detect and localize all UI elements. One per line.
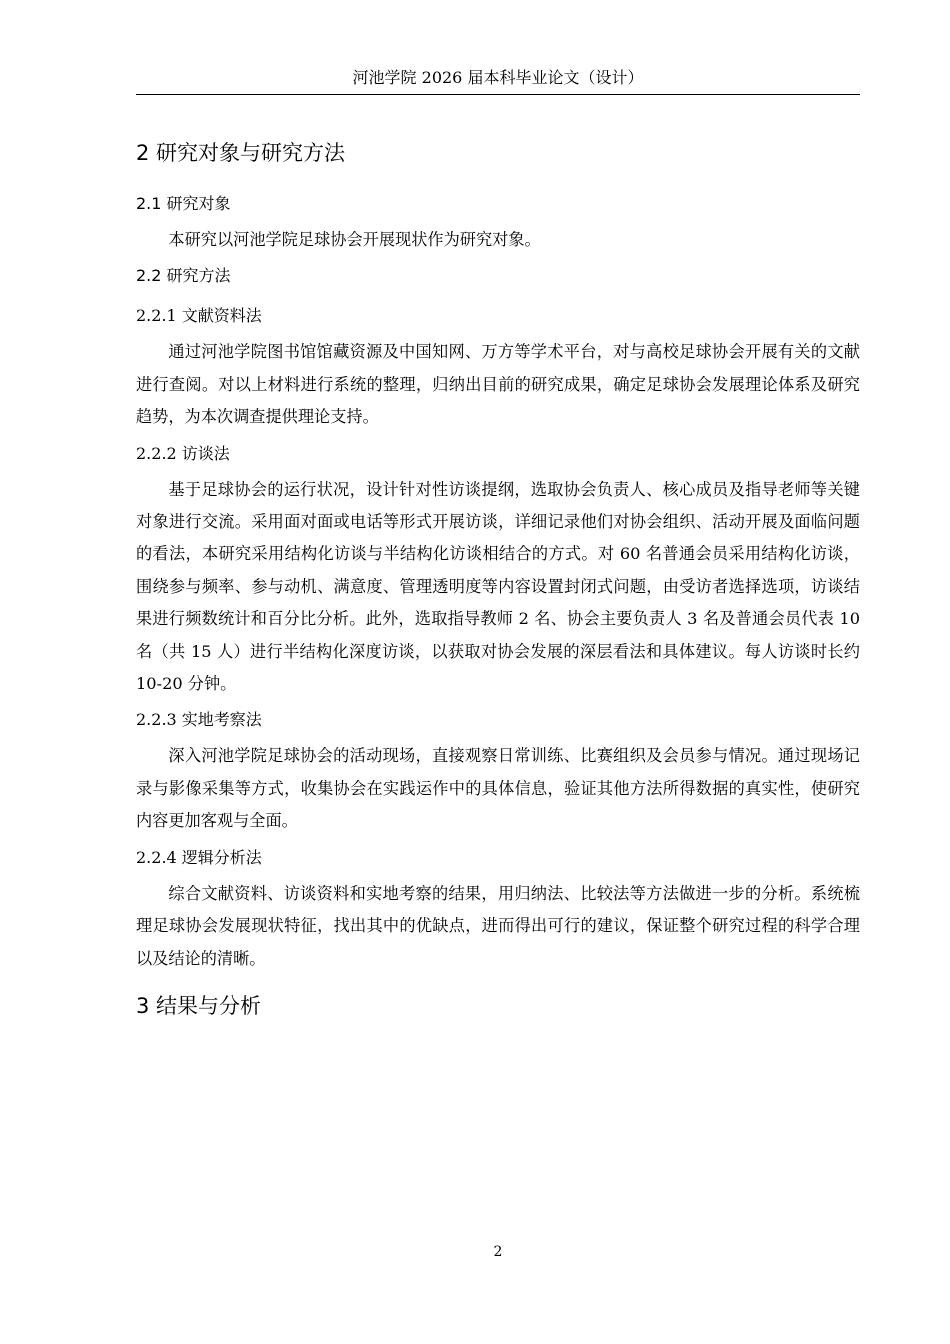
section-2-2-2-paragraph: 基于足球协会的运行状况，设计针对性访谈提纲，选取协会负责人、核心成员及指导老师等关键对象进行交流。采用面对面或电话等形式开展访谈，详细记录他们对协会组织、活动开展及面临问题的看法，本研究采用结构化访谈与半结构化访谈相结合的方式。对 60 名普通会员采用结构化访谈，围绕参与频率、参与动机、满意度、管理透明度等内容设置封闭式问题，由受访者选择选项，访谈结果进行频数统计和百分比分析。此外，选取指导教师 2 名、协会主要负责人 3 名及普通会员代表 10 名（共 15 人）进行半结构化深度访谈，以获取对协会发展的深层看法和具体建议。每人访谈时长约 10-20 分钟。 [136,479,860,694]
section-2-2-3-paragraph: 深入河池学院足球协会的活动现场，直接观察日常训练、比赛组织及会员参与情况。通过现场记录与影像采集等方式，收集协会在实践运作中的具体信息，验证其他方法所得数据的真实性，使研究内容更加客观与全面。 [136,746,860,831]
section-2-1-heading: 2.1 研究对象 [136,194,231,213]
section-2-2-1-paragraph: 通过河池学院图书馆馆藏资源及中国知网、万方等学术平台，对与高校足球协会开展有关的文献进行查阅。对以上材料进行系统的整理，归纳出目前的研究成果，确定足球协会发展理论体系及研究趋势，为本次调查提供理论支持。 [136,342,860,427]
section-2-2-2-heading: 2.2.2 访谈法 [136,443,230,463]
section-2-2-1-heading: 2.2.1 文献资料法 [136,306,262,326]
section-2-1-paragraph: 本研究以河池学院足球协会开展现状作为研究对象。 [168,230,541,249]
running-header: 河池学院 2026 届本科毕业论文（设计） [352,68,644,87]
header-rule [136,94,860,95]
section-2-2-4-paragraph: 综合文献资料、访谈资料和实地考察的结果，用归纳法、比较法等方法做进一步的分析。系统梳理足球协会发展现状特征，找出其中的优缺点，进而得出可行的建议，保证整个研究过程的科学合理以及结论的清晰。 [136,883,860,968]
section-2-2-3-heading: 2.2.3 实地考察法 [136,710,262,730]
section-2-2-heading: 2.2 研究方法 [136,266,231,286]
section-3-heading: 3 结果与分析 [136,993,262,1018]
page-number: 2 [493,1244,503,1260]
page-body [136,136,860,1023]
section-2-2-4-heading: 2.2.4 逻辑分析法 [136,847,262,867]
section-2-heading: 2 研究对象与研究方法 [136,141,346,165]
